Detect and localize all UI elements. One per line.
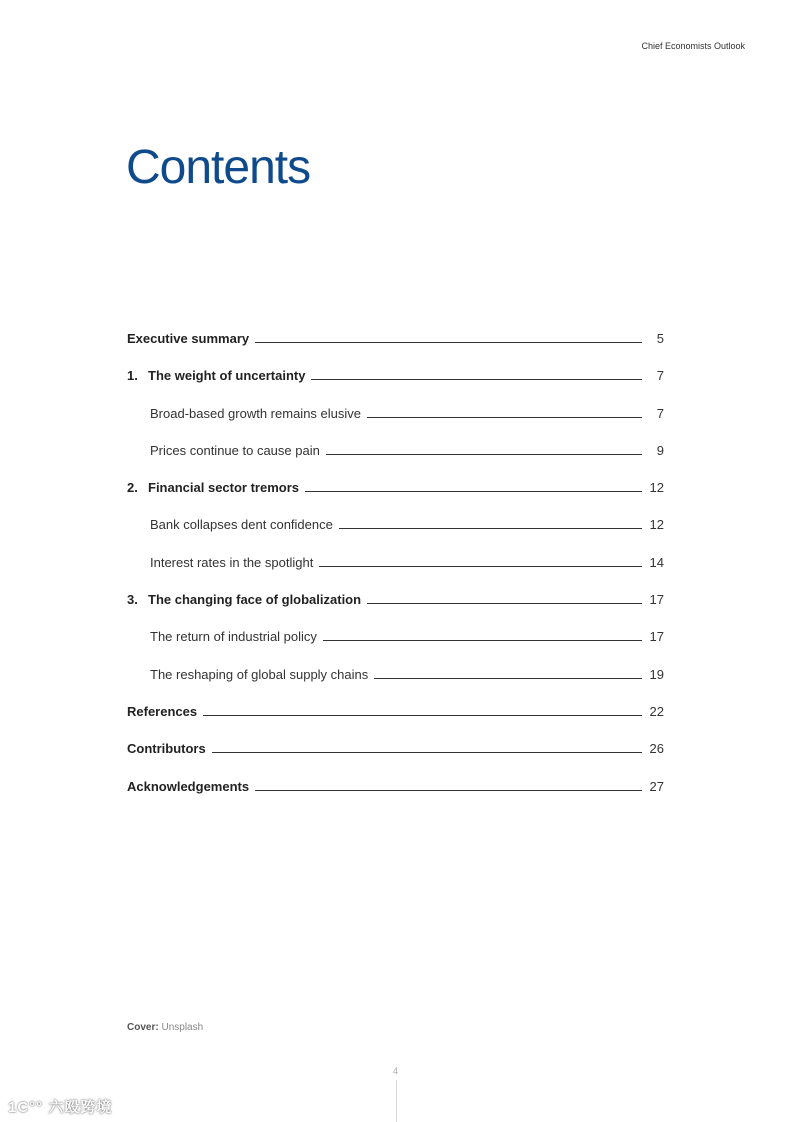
toc-entry[interactable]	[127, 570, 664, 607]
toc-entry-title	[150, 629, 317, 644]
toc-entry-page: 26	[649, 741, 664, 757]
toc-entry-title	[127, 741, 206, 756]
toc-entry-label: References	[127, 703, 198, 719]
toc-leader-line	[255, 790, 642, 791]
toc-entry-page: 14	[649, 554, 664, 570]
toc-entry-page: 7	[656, 368, 664, 384]
toc-entry-title	[150, 667, 368, 682]
toc-entry-label: The reshaping of global supply chains	[150, 666, 369, 682]
toc-entry-number: 1.	[127, 368, 138, 384]
toc-leader-line	[255, 342, 642, 343]
cover-credit	[127, 1022, 203, 1033]
toc-entry-page: 7	[656, 405, 664, 421]
toc-entry[interactable]	[127, 421, 664, 458]
toc-entry-number: 3.	[127, 592, 138, 608]
toc-entry-title	[127, 368, 305, 383]
toc-leader-line	[311, 379, 642, 380]
toc-entry-page: 12	[649, 480, 664, 496]
toc-entry-number: 2.	[127, 480, 138, 496]
toc-entry[interactable]	[127, 756, 664, 793]
toc-entry[interactable]	[127, 383, 664, 420]
footer-divider	[396, 1080, 397, 1122]
cover-credit-label: Cover:	[127, 1022, 159, 1033]
toc-entry-title	[150, 443, 320, 458]
toc-entry-page: 12	[649, 517, 664, 533]
toc-entry-label: The changing face of globalization	[148, 592, 362, 608]
watermark-logo: 1C°° 六殴跨境	[8, 1099, 113, 1116]
toc-entry[interactable]	[127, 495, 664, 532]
toc-entry-label: The return of industrial policy	[150, 629, 317, 645]
toc-entry-page: 17	[649, 629, 664, 645]
toc-entry[interactable]	[127, 607, 664, 644]
toc-entry-title	[127, 779, 249, 794]
toc-leader-line	[374, 678, 642, 679]
page-number: 4	[393, 1066, 399, 1076]
toc-entry[interactable]	[127, 682, 664, 719]
toc-entry-title	[150, 555, 313, 570]
toc-entry-page: 27	[649, 778, 664, 794]
toc-entry-title	[127, 592, 361, 607]
toc-entry[interactable]	[127, 644, 664, 681]
toc-entry-label: Bank collapses dent confidence	[150, 517, 333, 533]
running-header: Chief Economists Outlook	[641, 41, 745, 51]
toc-entry-label: Prices continue to cause pain	[150, 442, 320, 458]
toc-entry-label: Executive summary	[127, 331, 250, 346]
toc-entry[interactable]	[127, 532, 664, 569]
toc-entry-page: 22	[649, 703, 664, 719]
toc-entry-title	[127, 704, 197, 719]
page-title: Contents	[126, 141, 311, 194]
toc-entry-page: 5	[656, 331, 664, 346]
toc-entry-title	[150, 517, 333, 532]
toc-entry-label: Broad-based growth remains elusive	[150, 405, 361, 421]
toc-entry-page: 9	[656, 442, 664, 458]
toc-leader-line	[339, 528, 642, 529]
toc-leader-line	[212, 752, 642, 753]
toc-entry-page: 17	[649, 592, 664, 608]
toc-leader-line	[305, 491, 642, 492]
toc-entry-label: The weight of uncertainty	[148, 368, 306, 384]
toc-entry-title	[127, 331, 249, 346]
toc-leader-line	[367, 417, 642, 418]
toc-entry-title	[127, 480, 299, 495]
toc-entry[interactable]	[127, 328, 664, 346]
toc-entry[interactable]	[127, 458, 664, 495]
toc-entry-label: Acknowledgements	[127, 778, 250, 794]
toc-entry-page: 19	[649, 666, 664, 682]
toc-leader-line	[203, 715, 642, 716]
toc-entry[interactable]	[127, 719, 664, 756]
toc-leader-line	[367, 603, 642, 604]
toc-leader-line	[323, 640, 642, 641]
toc-entry-label: Financial sector tremors	[148, 480, 299, 496]
toc-entry[interactable]	[127, 346, 664, 383]
toc-leader-line	[319, 566, 642, 567]
toc-leader-line	[326, 454, 642, 455]
toc-entry-title	[150, 406, 361, 421]
cover-credit-source: Unsplash	[161, 1022, 204, 1033]
table-of-contents	[127, 328, 664, 794]
toc-entry-label: Contributors	[127, 741, 206, 757]
toc-entry-label: Interest rates in the spotlight	[150, 554, 314, 570]
